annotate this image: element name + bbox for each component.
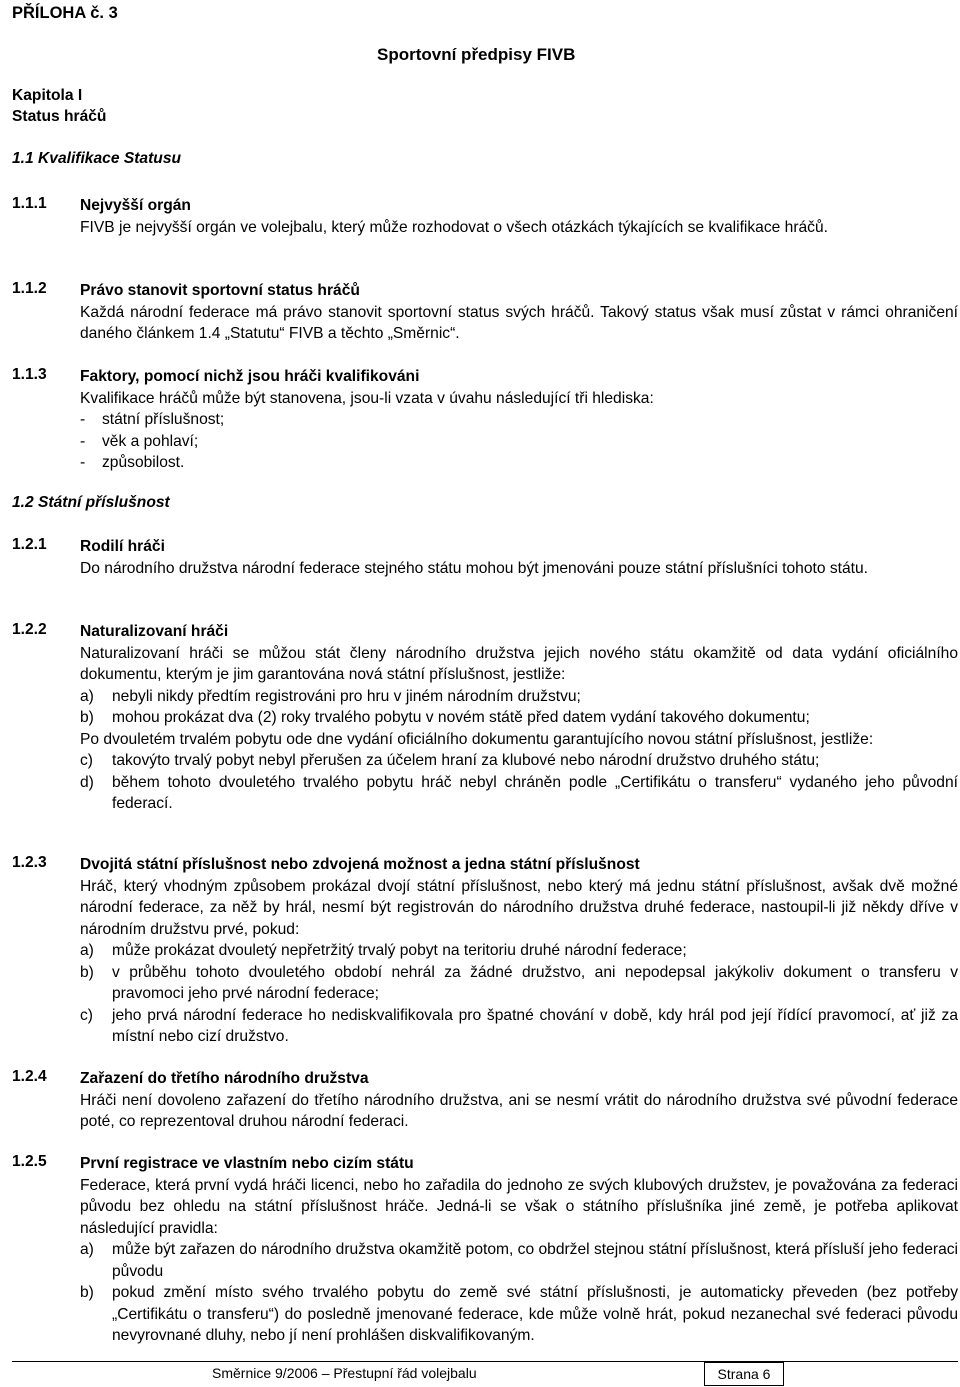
item-1-2-4	[80, 1068, 958, 1133]
list-marker: a)	[80, 942, 94, 959]
item-text-1-1-2: Každá národní federace má právo stanovit sportovní status svých hráčů. Takový status však musí zůstat v rámci ohraničení daného článkem 1.4 „Statutu“ FIVB a těchto „Směrnic“.	[80, 303, 958, 342]
item-number-1-2-1: 1.2.1	[12, 536, 47, 553]
list-item	[80, 686, 958, 708]
list-item-text: takovýto trvalý pobyt nebyl přerušen za účelem hraní za klubové nebo národní družstvo druhého státu;	[112, 752, 820, 769]
item-title-1-2-2: Naturalizovaní hráči	[80, 623, 229, 640]
item-text-1-2-4: Hráči není dovoleno zařazení do třetího národního družstva, ani se nesmí vrátit do národního družstva své původní federace poté, co reprezentoval druhou národní federaci.	[80, 1091, 958, 1130]
list-item-text: pokud změní místo svého trvalého pobytu do země své státní příslušnosti, je automaticky převeden (bez potřeby „Certifikátu o transferu“) do posledně jmenované federace, kde může volně hrát, pokud nezanechal své federaci původu nevyrovnané dluhy, nebo jí není prohlášen diskvalifikovaným.	[112, 1284, 958, 1344]
item-1-1-2	[80, 280, 958, 345]
footer-document-name: Směrnice 9/2006 – Přestupní řád volejbalu	[212, 1365, 477, 1381]
list-item-text: státní příslušnost;	[102, 411, 225, 428]
list-item	[80, 431, 958, 453]
list-marker: a)	[80, 687, 94, 705]
section-heading-1-2: 1.2 Státní příslušnost	[12, 494, 170, 511]
item-title-1-1-2: Právo stanovit sportovní status hráčů	[80, 282, 360, 299]
list-marker: -	[80, 411, 86, 428]
list-item-text: mohou prokázat dva (2) roky trvalého pobytu v novém státě před datem vydání takového dokumentu;	[112, 709, 810, 726]
item-1-2-5	[80, 1153, 958, 1347]
list-item-text: může prokázat dvouletý nepřetržitý trvalý pobyt na teritoriu druhé národní federace;	[112, 942, 687, 959]
item-number-1-2-2: 1.2.2	[12, 621, 47, 638]
list-marker: b)	[80, 1284, 94, 1301]
list-item-text: v průběhu tohoto dvouletého období nehrál za žádné družstvo, ani nepodepsal jakýkoliv dokument o transferu v pravomoci jeho prvé národní federace;	[112, 963, 958, 1002]
item-number-1-2-4: 1.2.4	[12, 1068, 47, 1085]
list-item-text: nebyli nikdy předtím registrováni pro hru v jiném národním družstvu;	[112, 687, 581, 705]
list-item	[80, 1282, 958, 1347]
list-item	[80, 962, 958, 1005]
item-text-1-2-2: Naturalizovaní hráči se můžou stát členy národního družstva jejich nového státu okamžitě od data vydání oficiálního dokumentu, kterým je jim garantována nová státní příslušnost, jestliže:	[80, 644, 958, 683]
item-1-2-3	[80, 854, 958, 1048]
list-item	[80, 1239, 958, 1282]
list-item-text: jeho prvá národní federace ho nediskvalifikovala pro špatné chování v době, kdy hrál pod její řídící pravomocí, ať již za místní nebo cizí družstvo.	[112, 1006, 958, 1045]
item-text-1-1-3: Kvalifikace hráčů může být stanovena, jsou-li vzata v úvahu následující tři hlediska:	[80, 389, 654, 407]
item-1-1-1	[80, 195, 958, 238]
chapter-label: Kapitola I	[12, 87, 83, 104]
list-item	[80, 452, 958, 474]
list-item	[80, 707, 958, 729]
item-title-1-2-3: Dvojitá státní příslušnost nebo zdvojená možnost a jedna státní příslušnost	[80, 856, 640, 873]
list-item	[80, 940, 958, 962]
list-marker: d)	[80, 773, 94, 791]
list-marker: c)	[80, 1006, 93, 1024]
section-heading-1-1: 1.1 Kvalifikace Statusu	[12, 150, 182, 167]
item-number-1-2-3: 1.2.3	[12, 854, 47, 871]
list-item	[80, 750, 958, 772]
document-title: Sportovní předpisy FIVB	[377, 45, 576, 64]
item-title-1-1-3: Faktory, pomocí nichž jsou hráči kvalifikováni	[80, 368, 420, 385]
item-text-1-2-3: Hráč, který vhodným způsobem prokázal dvojí státní příslušnost, nebo který má jednu státní příslušnost, avšak dvě možné národní federace, za něž by hrál, nesmí být registrován do národního družstva druhé federace, nastoupil-li již někdy dříve v národním družstvu prvé, pokud:	[80, 877, 958, 938]
footer-page-number: Strana 6	[704, 1362, 784, 1386]
item-number-1-1-3: 1.1.3	[12, 366, 47, 383]
item-number-1-1-1: 1.1.1	[12, 195, 47, 212]
item-number-1-2-5: 1.2.5	[12, 1153, 47, 1170]
list-item-text: během tohoto dvouletého trvalého pobytu hráč nebyl chráněn podle „Certifikátu o transferu“ vydaného jeho původní federací.	[112, 773, 958, 812]
item-text-1-2-1: Do národního družstva národní federace stejného státu mohou být jmenováni pouze státní příslušníci tohoto státu.	[80, 559, 868, 577]
list-item-text: způsobilost.	[102, 454, 185, 471]
page-footer	[12, 1361, 958, 1385]
item-title-1-2-5: První registrace ve vlastním nebo cizím státu	[80, 1155, 414, 1172]
item-text-1-2-5: Federace, která první vydá hráči licenci, nebo ho zařadila do jednoho ze svých klubových družstev, je považována za federaci původu bez ohledu na státní příslušnost hráče. Jedná-li se však o státního příslušníka jiné země, je potřeba aplikovat následující pravidla:	[80, 1176, 958, 1237]
list-item-text: může být zařazen do národního družstva okamžitě potom, co obdržel stejnou státní příslušnost, která přísluší jeho federaci původu	[112, 1241, 958, 1280]
annex-label: PŘÍLOHA č. 3	[12, 4, 118, 22]
list-item	[80, 1005, 958, 1048]
item-title-1-1-1: Nejvyšší orgán	[80, 197, 191, 214]
item-1-2-1	[80, 536, 958, 579]
item-text-1-1-1: FIVB je nejvyšší orgán ve volejbalu, který může rozhodovat o všech otázkách týkajících se kvalifikace hráčů.	[80, 218, 828, 236]
list-marker: -	[80, 454, 86, 471]
item-title-1-2-4: Zařazení do třetího národního družstva	[80, 1070, 369, 1087]
item-text-1-2-2-b: Po dvouletém trvalém pobytu ode dne vydání oficiálního dokumentu garantujícího novou státní příslušnost, jestliže:	[80, 730, 874, 748]
list-item-text: věk a pohlaví;	[102, 432, 199, 450]
list-item	[80, 772, 958, 815]
chapter-title: Status hráčů	[12, 108, 107, 125]
list-marker: c)	[80, 752, 93, 769]
item-1-2-2	[80, 621, 958, 815]
list-marker: b)	[80, 963, 94, 981]
item-title-1-2-1: Rodilí hráči	[80, 538, 165, 555]
list-marker: a)	[80, 1241, 94, 1258]
list-item	[80, 409, 958, 431]
item-1-1-3	[80, 366, 958, 474]
list-marker: b)	[80, 709, 94, 726]
item-number-1-1-2: 1.1.2	[12, 280, 47, 297]
list-marker: -	[80, 432, 86, 450]
